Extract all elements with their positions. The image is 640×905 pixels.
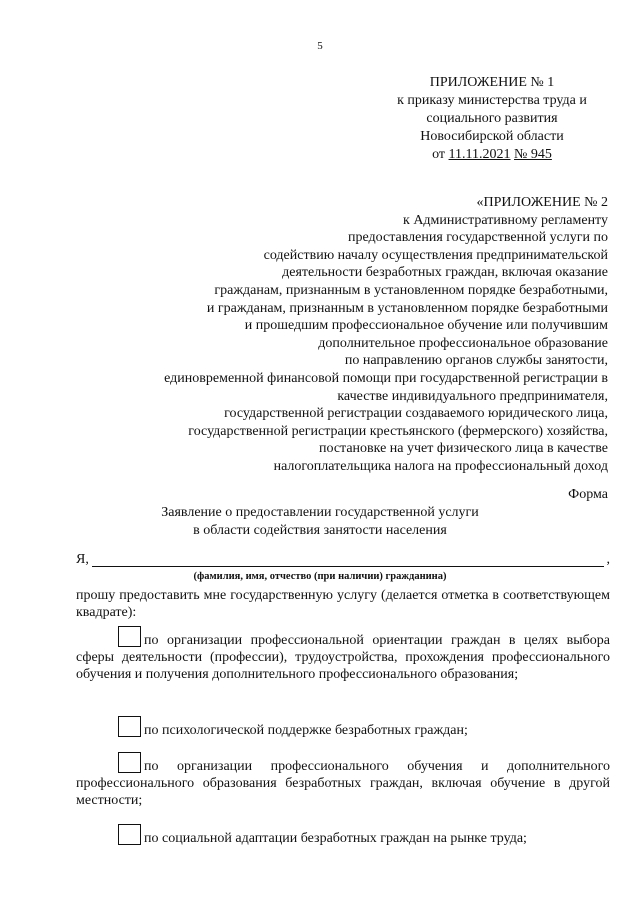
option-text: по организации профессионального обучения и дополнительного профессионального образования безработных граждан, включая обучение в другой местности; — [76, 759, 610, 808]
appendix-1-date-line — [380, 146, 604, 164]
option-item — [76, 752, 610, 809]
option-text: по социальной адаптации безработных граждан на рынке труда; — [144, 831, 527, 846]
appendix-2-line: предоставления государственной услуги по — [348, 230, 608, 246]
date-prefix: от — [432, 147, 446, 162]
appendix-2-line: постановке на учет физического лица в качестве — [318, 441, 608, 457]
appendix-2-line: налогоплательщика налога на профессиональный доход — [273, 458, 608, 474]
appendix-2-line: по направлению органов службы занятости, — [344, 353, 608, 369]
appendix-2-line: и гражданам, признанным в установленном порядке безработными — [206, 300, 608, 316]
appendix-2-line: «ПРИЛОЖЕНИЕ № 2 — [476, 195, 608, 210]
appendix-2-line: качестве индивидуального предпринимателя, — [337, 388, 608, 404]
appendix-2-line: единовременной финансовой помощи при государственной регистрации в — [164, 370, 608, 386]
option-item — [76, 716, 610, 739]
title-line: Заявление о предоставлении государственной услуги — [161, 505, 479, 520]
order-number: № 945 — [514, 147, 552, 162]
applicant-prefix: Я, — [76, 552, 89, 567]
applicant-name-field[interactable] — [92, 566, 604, 567]
appendix-2-line: и прошедшим профессиональное обучение или получившим — [244, 318, 608, 334]
appendix-1-line: к приказу министерства труда и — [397, 93, 587, 108]
option-text: по организации профессиональной ориентации граждан в целях выбора сферы деятельности (профессии), трудоустройства, прохождения профессионального обучения и получения дополнительного профессионального образования; — [76, 633, 610, 682]
appendix-2-line: деятельности безработных граждан, включая оказание — [282, 265, 608, 281]
appendix-2-line: дополнительное профессиональное образование — [318, 335, 608, 351]
appendix-2-line: государственной регистрации создаваемого юридического лица, — [224, 406, 608, 422]
order-date: 11.11.2021 — [448, 147, 511, 162]
checkbox[interactable] — [118, 716, 141, 737]
appendix-1-line: Новосибирской области — [420, 129, 564, 144]
checkbox[interactable] — [118, 626, 141, 647]
applicant-suffix: , — [606, 552, 610, 567]
applicant-row — [76, 552, 610, 568]
appendix-1-header — [380, 74, 604, 164]
appendix-2-line: содействию началу осуществления предпринимательской — [263, 247, 608, 263]
request-text-content: прошу предоставить мне государственную услугу (делается отметка в соответствующем квадрате): — [76, 588, 610, 620]
appendix-2-header — [60, 194, 608, 476]
checkbox[interactable] — [118, 824, 141, 845]
option-text: по психологической поддержке безработных граждан; — [144, 723, 468, 738]
request-text — [76, 587, 610, 621]
form-label: Форма — [568, 487, 608, 502]
option-item — [76, 626, 610, 683]
applicant-name-hint: (фамилия, имя, отчество (при наличии) гражданина) — [193, 571, 447, 582]
checkbox[interactable] — [118, 752, 141, 773]
appendix-1-line: ПРИЛОЖЕНИЕ № 1 — [429, 75, 555, 90]
option-item — [76, 824, 610, 847]
appendix-2-line: к Административному регламенту — [403, 212, 608, 228]
title-line: в области содействия занятости населения — [193, 523, 447, 538]
appendix-2-line: государственной регистрации крестьянского (фермерского) хозяйства, — [188, 423, 608, 439]
appendix-1-line: социального развития — [426, 111, 558, 126]
appendix-2-line: гражданам, признанным в установленном порядке безработными, — [214, 282, 608, 298]
document-title — [0, 504, 640, 540]
page-number: 5 — [317, 40, 323, 52]
